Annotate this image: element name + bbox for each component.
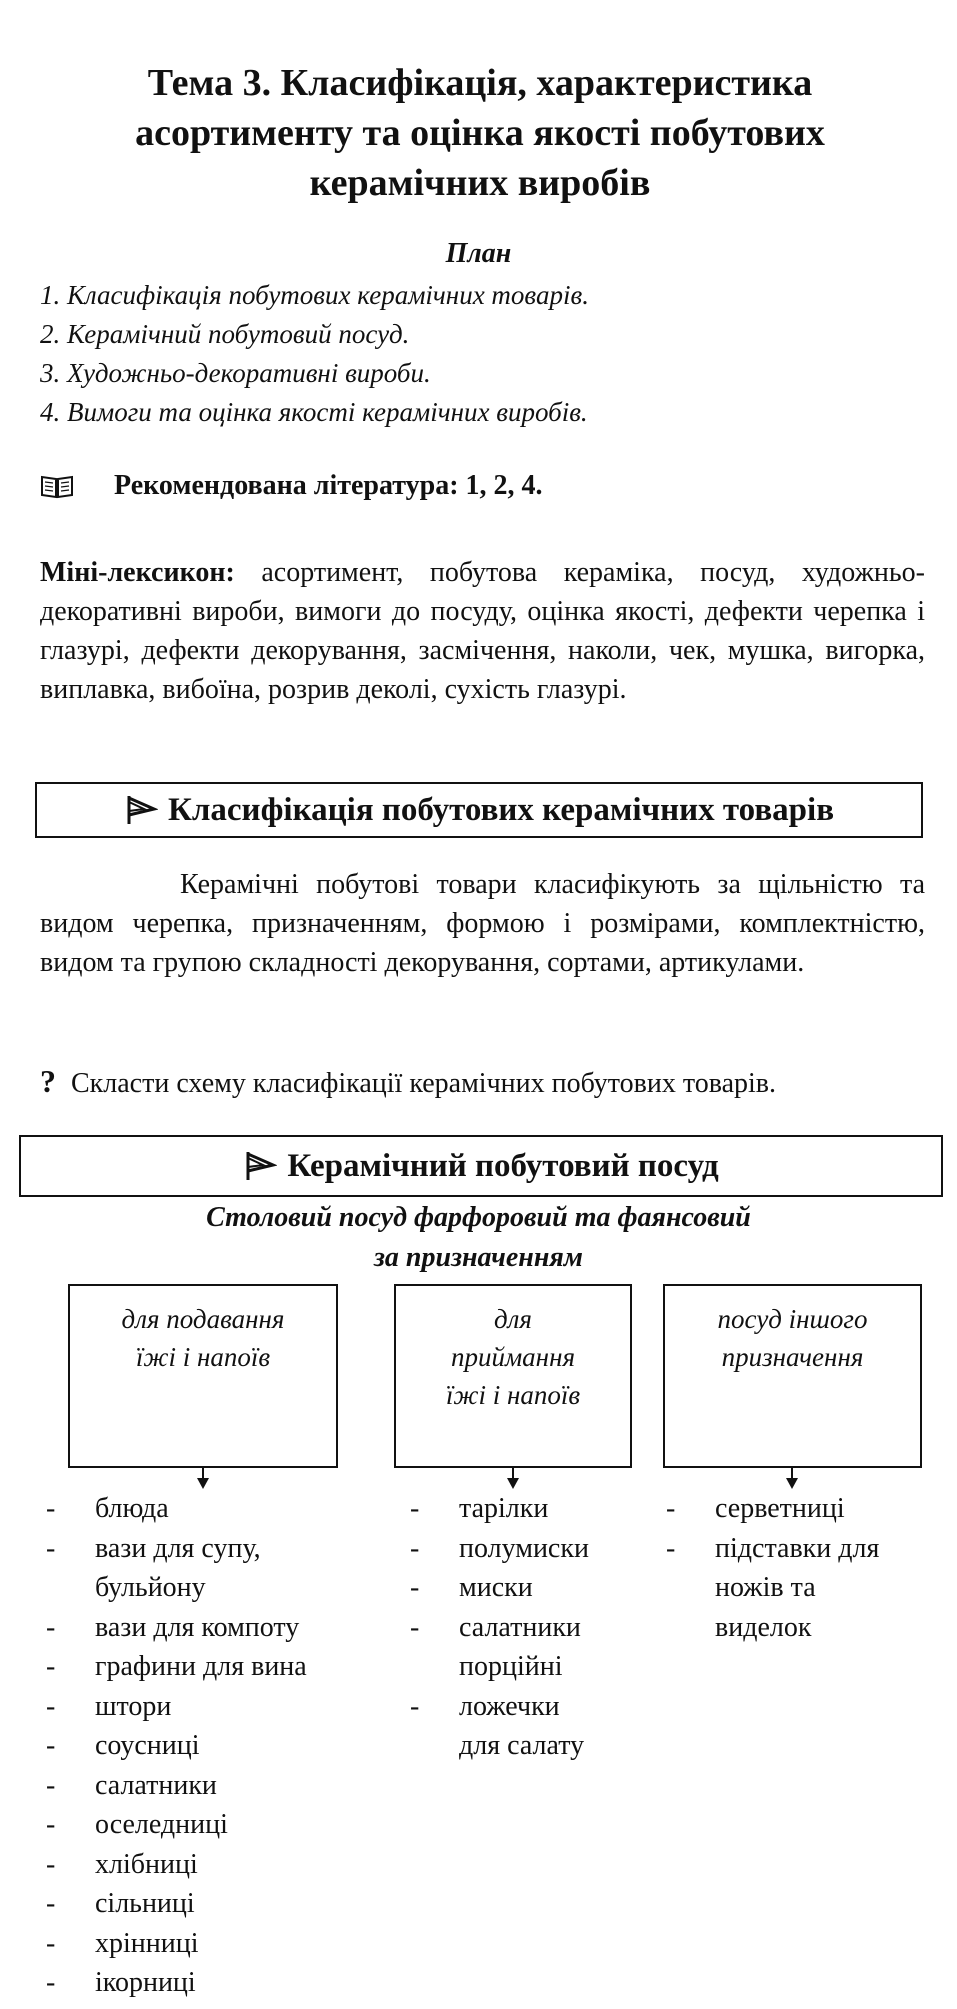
list-item: - оселедниці (40, 1805, 360, 1845)
lexicon-text: асортимент, побутова кераміка, посуд, художньо-декоративні вироби, вимоги до посуду, оцінка якості, дефекти черепка і глазурі, дефекти декорування, засмічення, наколи, чек, мушка, вигорка, виплавка, вибоїна, розрив деколі, сухість глазурі. (40, 557, 926, 705)
list-item: - хрінниці (40, 1924, 360, 1964)
lexicon-label: Міні-лексикон: (40, 557, 235, 588)
list-item: - сільниці (40, 1884, 360, 1924)
title-line: асортименту та оцінка якості побутових (135, 112, 825, 154)
recommended-literature (40, 470, 543, 502)
list-item: - підставки для (660, 1529, 920, 1569)
arrow-down-icon (197, 1468, 209, 1489)
question-text: Скласти схему класифікації керамічних побутових товарів. (71, 1068, 777, 1099)
list-item: - ложечки (404, 1687, 654, 1727)
list-item-continuation: для салату (459, 1730, 585, 1761)
classification-paragraph: Керамічні побутові товари класифікують за щільністю та видом черепка, призначенням, формою і розмірами, комплектністю, видом та групою складності декорування, сортами, артикулами. (40, 869, 925, 978)
plan-item: 1. Класифікація побутових керамічних товарів. (40, 280, 589, 310)
section-heading-classification (35, 782, 923, 838)
list-item: - хлібниці (40, 1845, 360, 1885)
list-item: - штори (40, 1687, 360, 1727)
list-item: - салатники (404, 1608, 654, 1648)
list-item: - графини для вина (40, 1647, 360, 1687)
question-task (40, 1063, 776, 1100)
list-item: - вази для супу, (40, 1529, 360, 1569)
list-other (660, 1489, 920, 1647)
category-label-line: приймання (450, 1342, 576, 1372)
plan-list (40, 276, 940, 432)
category-label-line: для подавання (121, 1304, 285, 1334)
question-mark-icon: ? (40, 1063, 56, 1099)
plan-item: 4. Вимоги та оцінка якості керамічних виробів. (40, 397, 588, 427)
list-item-continuation: виделок (715, 1611, 812, 1643)
title-line: керамічних виробів (309, 162, 651, 204)
category-label-line: посуд іншого (717, 1304, 868, 1334)
list-item-continuation: бульйону (95, 1572, 206, 1603)
category-label-line: їжі і напоїв (445, 1380, 581, 1410)
mini-lexicon (40, 553, 925, 709)
arrow-down-icon (507, 1468, 519, 1489)
section-heading-text: Класифікація побутових керамічних товарів (167, 791, 835, 828)
flag-icon (124, 793, 158, 827)
list-item: - полумиски (404, 1529, 654, 1569)
list-eating (404, 1489, 654, 1766)
diagram-subheading (0, 1198, 957, 1278)
literature-text: Рекомендована література: 1, 2, 4. (114, 470, 543, 501)
list-item: - ікорниці (40, 1963, 360, 2003)
title-line: Тема 3. Класифікація, характеристика (147, 62, 813, 104)
plan-heading: План (445, 238, 512, 269)
list-item: - миски (404, 1568, 654, 1608)
page-title (60, 58, 900, 208)
category-box-eating (394, 1284, 632, 1468)
flag-icon (243, 1149, 277, 1183)
list-item: - серветниці (660, 1489, 920, 1529)
list-item: - салатники (40, 1766, 360, 1806)
list-item: - соусниці (40, 1726, 360, 1766)
list-serving (40, 1489, 360, 2003)
category-box-other (663, 1284, 922, 1468)
category-label-line: призначення (721, 1342, 864, 1372)
subheading-line: Столовий посуд фарфоровий та фаянсовий (206, 1202, 751, 1233)
section-heading-tableware (19, 1135, 943, 1197)
plan-item: 3. Художньо-декоративні вироби. (40, 358, 431, 388)
list-item: - вази для компоту (40, 1608, 360, 1648)
list-item-continuation: ножів та (715, 1572, 816, 1603)
arrow-down-icon (786, 1468, 798, 1489)
list-item-continuation: порційні (459, 1651, 563, 1682)
plan-item: 2. Керамічний побутовий посуд. (40, 319, 410, 349)
list-item: - блюда (40, 1489, 360, 1529)
list-item: - тарілки (404, 1489, 654, 1529)
book-icon (40, 473, 74, 499)
category-label-line: їжі і напоїв (135, 1342, 271, 1372)
category-label-line: для (494, 1304, 532, 1334)
subheading-line: за призначенням (374, 1242, 583, 1273)
section-heading-text: Керамічний побутовий посуд (287, 1147, 719, 1184)
category-box-serving (68, 1284, 338, 1468)
